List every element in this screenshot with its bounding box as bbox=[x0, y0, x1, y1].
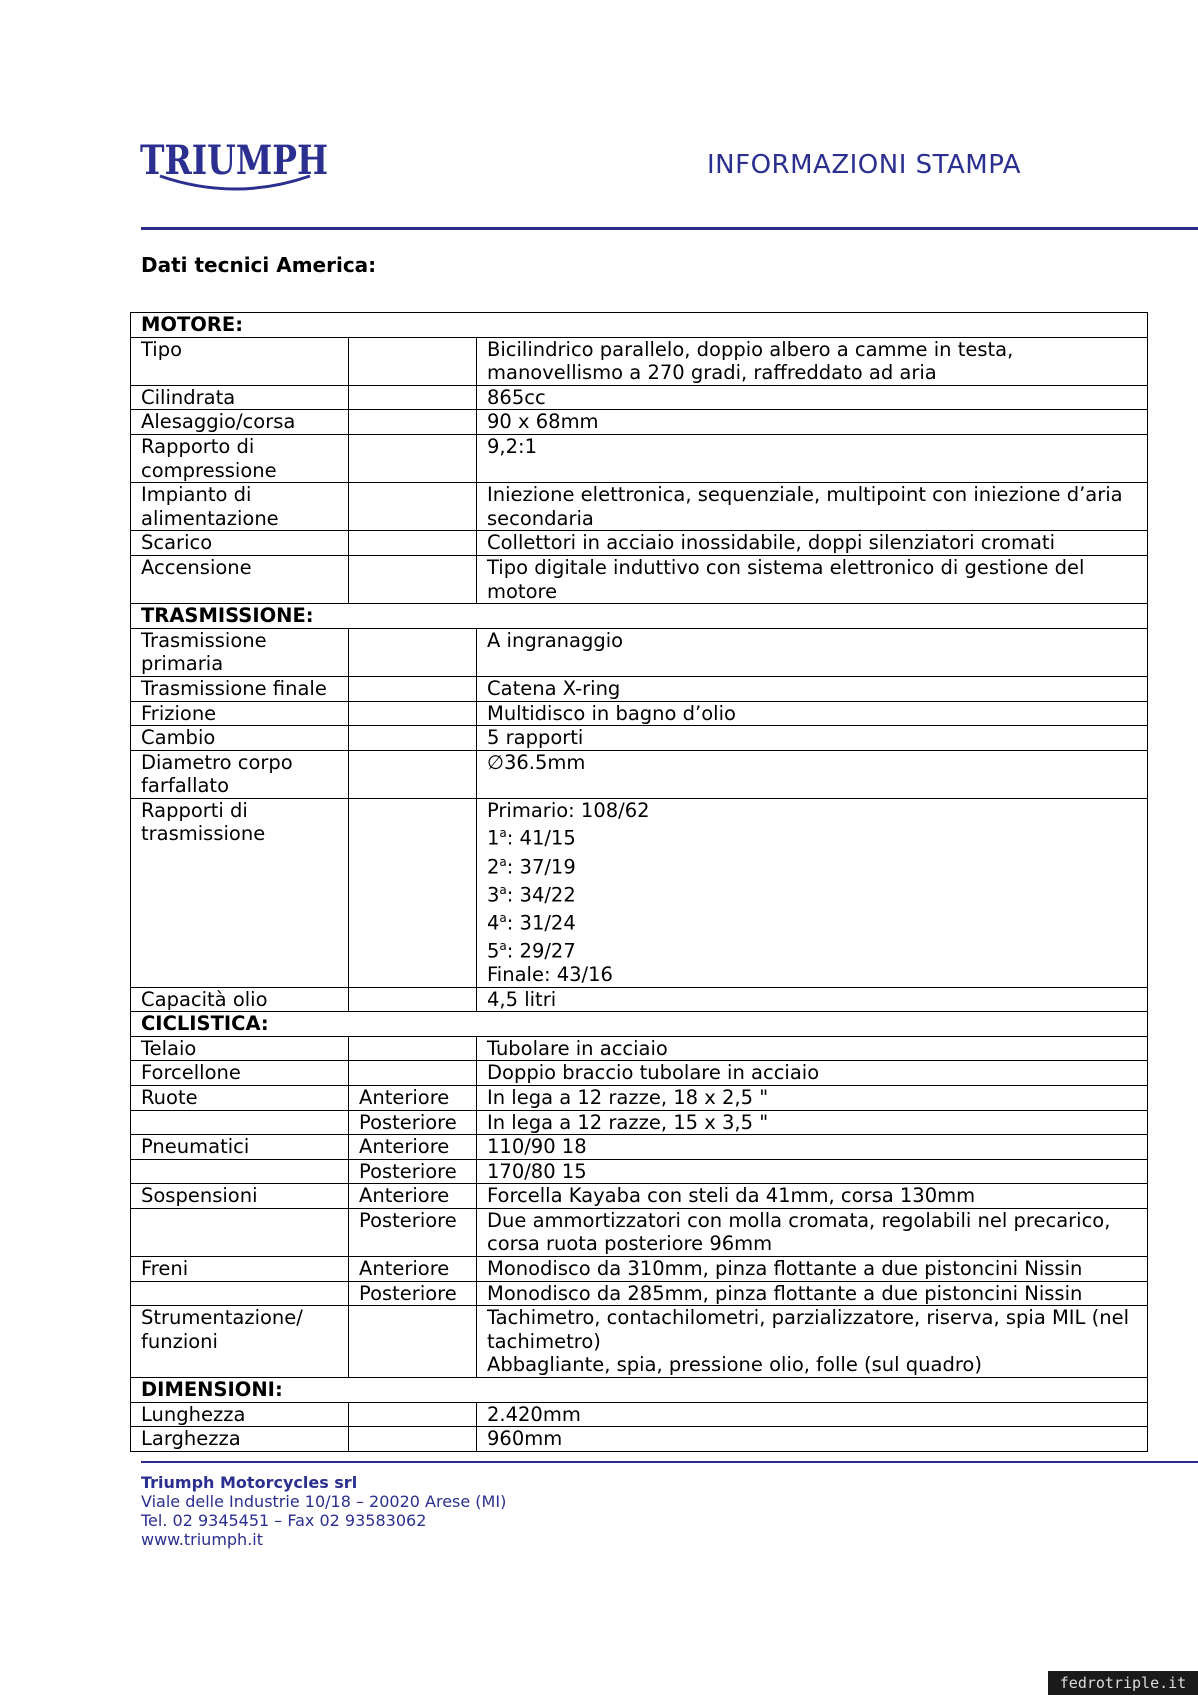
spec-sublabel bbox=[349, 531, 477, 556]
spec-row bbox=[131, 1159, 1148, 1184]
footer-phone: Tel. 02 9345451 – Fax 02 93583062 bbox=[141, 1511, 427, 1530]
spec-label: Larghezza bbox=[131, 1427, 349, 1452]
spec-label: Frizione bbox=[131, 701, 349, 726]
footer-divider bbox=[141, 1461, 1198, 1463]
spec-label: Rapporto di compressione bbox=[131, 434, 349, 482]
spec-label bbox=[131, 1208, 349, 1256]
spec-sublabel bbox=[349, 337, 477, 385]
spec-value: Bicilindrico parallelo, doppio albero a camme in testa, manovellismo a 270 gradi, raffreddato ad aria bbox=[477, 337, 1148, 385]
press-info-title: INFORMAZIONI STAMPA bbox=[707, 150, 1022, 180]
footer-address: Viale delle Industrie 10/18 – 20020 Arese (MI) bbox=[141, 1492, 507, 1511]
spec-sublabel: Posteriore bbox=[349, 1159, 477, 1184]
spec-value: A ingranaggio bbox=[477, 628, 1148, 676]
spec-row bbox=[131, 434, 1148, 482]
spec-sublabel bbox=[349, 410, 477, 435]
section-row bbox=[131, 1378, 1148, 1403]
spec-sublabel: Posteriore bbox=[349, 1110, 477, 1135]
spec-row bbox=[131, 1135, 1148, 1160]
spec-value: 2.420mm bbox=[477, 1402, 1148, 1427]
spec-sublabel bbox=[349, 1402, 477, 1427]
spec-label: Forcellone bbox=[131, 1061, 349, 1086]
spec-value: 9,2:1 bbox=[477, 434, 1148, 482]
spec-sublabel: Anteriore bbox=[349, 1257, 477, 1282]
spec-row bbox=[131, 1281, 1148, 1306]
spec-row bbox=[131, 1402, 1148, 1427]
spec-value: Tachimetro, contachilometri, parzializzatore, riserva, spia MIL (nel tachimetro) Abbagliante, spia, pressione olio, folle (sul quadro) bbox=[477, 1306, 1148, 1378]
spec-sublabel bbox=[349, 483, 477, 531]
spec-row bbox=[131, 701, 1148, 726]
spec-value: Forcella Kayaba con steli da 41mm, corsa 130mm bbox=[477, 1184, 1148, 1209]
spec-value: 960mm bbox=[477, 1427, 1148, 1452]
footer-website[interactable]: www.triumph.it bbox=[141, 1530, 263, 1549]
spec-row bbox=[131, 726, 1148, 751]
spec-row bbox=[131, 1306, 1148, 1378]
spec-label: Telaio bbox=[131, 1036, 349, 1061]
spec-sublabel bbox=[349, 726, 477, 751]
spec-row bbox=[131, 1208, 1148, 1256]
spec-row bbox=[131, 410, 1148, 435]
section-title: MOTORE: bbox=[131, 313, 1148, 338]
spec-row bbox=[131, 337, 1148, 385]
spec-sublabel bbox=[349, 434, 477, 482]
spec-sublabel bbox=[349, 987, 477, 1012]
spec-sublabel bbox=[349, 1061, 477, 1086]
spec-sublabel bbox=[349, 1427, 477, 1452]
spec-label bbox=[131, 1110, 349, 1135]
spec-row bbox=[131, 531, 1148, 556]
spec-row bbox=[131, 750, 1148, 798]
section-title: CICLISTICA: bbox=[131, 1012, 1148, 1037]
spec-sublabel bbox=[349, 750, 477, 798]
spec-row bbox=[131, 798, 1148, 987]
spec-label: Accensione bbox=[131, 555, 349, 603]
spec-sublabel bbox=[349, 385, 477, 410]
spec-sublabel: Anteriore bbox=[349, 1085, 477, 1110]
triumph-logo bbox=[140, 136, 330, 196]
spec-value: Multidisco in bagno d’olio bbox=[477, 701, 1148, 726]
spec-value: Catena X-ring bbox=[477, 676, 1148, 701]
spec-row bbox=[131, 1184, 1148, 1209]
spec-value: 5 rapporti bbox=[477, 726, 1148, 751]
specs-table bbox=[130, 312, 1148, 1452]
spec-label: Pneumatici bbox=[131, 1135, 349, 1160]
spec-value: In lega a 12 razze, 18 x 2,5 " bbox=[477, 1085, 1148, 1110]
spec-row bbox=[131, 1110, 1148, 1135]
spec-row bbox=[131, 1036, 1148, 1061]
header-divider bbox=[141, 227, 1198, 230]
spec-label: Alesaggio/corsa bbox=[131, 410, 349, 435]
spec-value: 170/80 15 bbox=[477, 1159, 1148, 1184]
spec-label bbox=[131, 1281, 349, 1306]
section-title: DIMENSIONI: bbox=[131, 1378, 1148, 1403]
spec-label: Scarico bbox=[131, 531, 349, 556]
spec-row bbox=[131, 1427, 1148, 1452]
spec-sublabel bbox=[349, 701, 477, 726]
spec-value: Iniezione elettronica, sequenziale, multipoint con iniezione d’aria secondaria bbox=[477, 483, 1148, 531]
spec-value: 90 x 68mm bbox=[477, 410, 1148, 435]
spec-row bbox=[131, 1085, 1148, 1110]
spec-row bbox=[131, 628, 1148, 676]
spec-label: Lunghezza bbox=[131, 1402, 349, 1427]
spec-label: Capacità olio bbox=[131, 987, 349, 1012]
section-row bbox=[131, 604, 1148, 629]
section-row bbox=[131, 313, 1148, 338]
spec-value: Due ammortizzatori con molla cromata, regolabili nel precarico, corsa ruota posteriore 96mm bbox=[477, 1208, 1148, 1256]
spec-sublabel bbox=[349, 1306, 477, 1378]
spec-row bbox=[131, 555, 1148, 603]
spec-label: Freni bbox=[131, 1257, 349, 1282]
spec-sublabel: Posteriore bbox=[349, 1208, 477, 1256]
spec-value: Collettori in acciaio inossidabile, doppi silenziatori cromati bbox=[477, 531, 1148, 556]
spec-value: In lega a 12 razze, 15 x 3,5 " bbox=[477, 1110, 1148, 1135]
spec-value: Monodisco da 310mm, pinza flottante a due pistoncini Nissin bbox=[477, 1257, 1148, 1282]
spec-sublabel bbox=[349, 798, 477, 987]
spec-sublabel bbox=[349, 628, 477, 676]
watermark: fedrotriple.it bbox=[1048, 1671, 1198, 1695]
spec-sublabel bbox=[349, 555, 477, 603]
spec-label: Ruote bbox=[131, 1085, 349, 1110]
spec-sublabel: Anteriore bbox=[349, 1135, 477, 1160]
spec-sublabel bbox=[349, 1036, 477, 1061]
spec-value: ∅36.5mm bbox=[477, 750, 1148, 798]
spec-label: Trasmissione primaria bbox=[131, 628, 349, 676]
spec-label: Cambio bbox=[131, 726, 349, 751]
spec-row bbox=[131, 987, 1148, 1012]
spec-sublabel: Anteriore bbox=[349, 1184, 477, 1209]
spec-row bbox=[131, 1061, 1148, 1086]
spec-value: 865cc bbox=[477, 385, 1148, 410]
spec-value: Tipo digitale induttivo con sistema elettronico di gestione del motore bbox=[477, 555, 1148, 603]
footer bbox=[141, 1473, 506, 1549]
spec-value: 4,5 litri bbox=[477, 987, 1148, 1012]
spec-value: Doppio braccio tubolare in acciaio bbox=[477, 1061, 1148, 1086]
spec-value: Monodisco da 285mm, pinza flottante a due pistoncini Nissin bbox=[477, 1281, 1148, 1306]
spec-row bbox=[131, 483, 1148, 531]
spec-sublabel bbox=[349, 676, 477, 701]
spec-value: Primario: 108/62 1$^a$: 41/15 2$^a$: 37/19 3$^a$: 34/22 4$^a$: 31/24 5$^a$: 29/27 Finale: 43/16 bbox=[477, 798, 1148, 987]
spec-label: Trasmissione finale bbox=[131, 676, 349, 701]
spec-label: Cilindrata bbox=[131, 385, 349, 410]
spec-label bbox=[131, 1159, 349, 1184]
spec-label: Rapporti di trasmissione bbox=[131, 798, 349, 987]
spec-label: Diametro corpo farfallato bbox=[131, 750, 349, 798]
spec-row bbox=[131, 676, 1148, 701]
spec-label: Impianto di alimentazione bbox=[131, 483, 349, 531]
spec-value: Tubolare in acciaio bbox=[477, 1036, 1148, 1061]
spec-row bbox=[131, 1257, 1148, 1282]
document-heading: Dati tecnici America: bbox=[141, 253, 377, 277]
footer-company: Triumph Motorcycles srl bbox=[141, 1473, 358, 1492]
spec-label: Tipo bbox=[131, 337, 349, 385]
spec-label: Sospensioni bbox=[131, 1184, 349, 1209]
spec-value: 110/90 18 bbox=[477, 1135, 1148, 1160]
section-row bbox=[131, 1012, 1148, 1037]
spec-label: Strumentazione/ funzioni bbox=[131, 1306, 349, 1378]
spec-sublabel: Posteriore bbox=[349, 1281, 477, 1306]
spec-row bbox=[131, 385, 1148, 410]
svg-text:TRIUMPH: TRIUMPH bbox=[140, 137, 328, 184]
section-title: TRASMISSIONE: bbox=[131, 604, 1148, 629]
